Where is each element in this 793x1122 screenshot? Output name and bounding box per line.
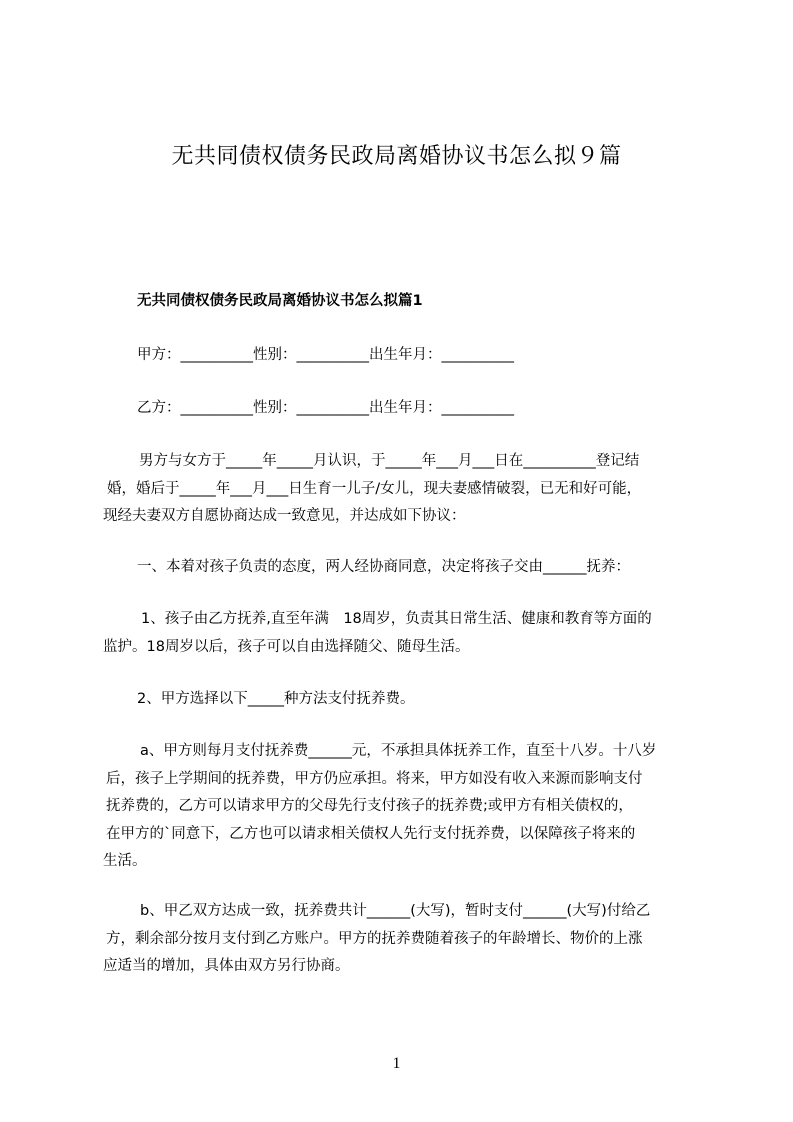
intro-paragraph (103, 448, 703, 531)
section-title: 无共同债权债务民政局离婚协议书怎么拟篇1 (137, 293, 423, 309)
intro-line-2: 婚，婚后于_____年___月___日生育一儿子/女儿，现夫妻感情破裂，已无和好可能， (107, 480, 642, 497)
item-a-line-3: 抚养费的，乙方可以请求甲方的父母先行支付孩子的抚养费;或甲方有相关债权的， (106, 798, 633, 814)
clause-1: 一、本着对孩子负责的态度，两人经协商同意，决定将孩子交由______抚养： (137, 559, 630, 575)
party-a-line: 甲方：__________性别：__________出生年月：__________ (137, 347, 514, 363)
item-2: 2、甲方选择以下_____种方法支付抚养费。 (137, 691, 415, 707)
item-b-line-1: b、甲乙双方达成一致，抚养费共计______(大写)，暂时支付______(大写)付给乙 (140, 903, 651, 919)
intro-line-1: 男方与女方于_____年_____月认识，于_____年___月___日在__________登记结 (139, 453, 640, 469)
item-1-line-1: 1、孩子由乙方抚养,直至年满 18周岁，负责其日常生活、健康和教育等方面的 (141, 611, 652, 627)
item-a-line-4: 在甲方的`同意下，乙方也可以请求相关债权人先行支付抚养费，以保障孩子将来的 (106, 825, 636, 842)
document-title: 无共同债权债务民政局离婚协议书怎么拟９篇 (171, 144, 622, 169)
item-1-paragraph (103, 606, 703, 661)
intro-line-3: 现经夫妻双方自愿协商达成一致意见，并达成如下协议： (103, 508, 466, 524)
item-b-paragraph (103, 898, 703, 981)
item-a-line-1: a、甲方则每月支付抚养费______元，不承担具体抚养工作，直至十八岁。十八岁 (140, 743, 657, 759)
party-b-line: 乙方：__________性别：__________出生年月：__________ (137, 400, 514, 416)
page-number: 1 (392, 1055, 401, 1072)
item-a-line-5: 生活。 (103, 853, 147, 869)
item-a-line-2: 后，孩子上学期间的抚养费，甲方仍应承担。将来，甲方如没有收入来源而影响支付 (106, 770, 643, 787)
item-b-line-2: 方，剩余部分按月支付到乙方账户。甲方的抚养费随着孩子的年龄增长、物价的上涨 (106, 930, 643, 947)
item-1-line-2: 监护。18周岁以后，孩子可以自由选择随父、随母生活。 (103, 638, 470, 655)
item-b-line-3: 应适当的增加，具体由双方另行协商。 (103, 958, 350, 974)
item-a-paragraph (103, 738, 703, 876)
